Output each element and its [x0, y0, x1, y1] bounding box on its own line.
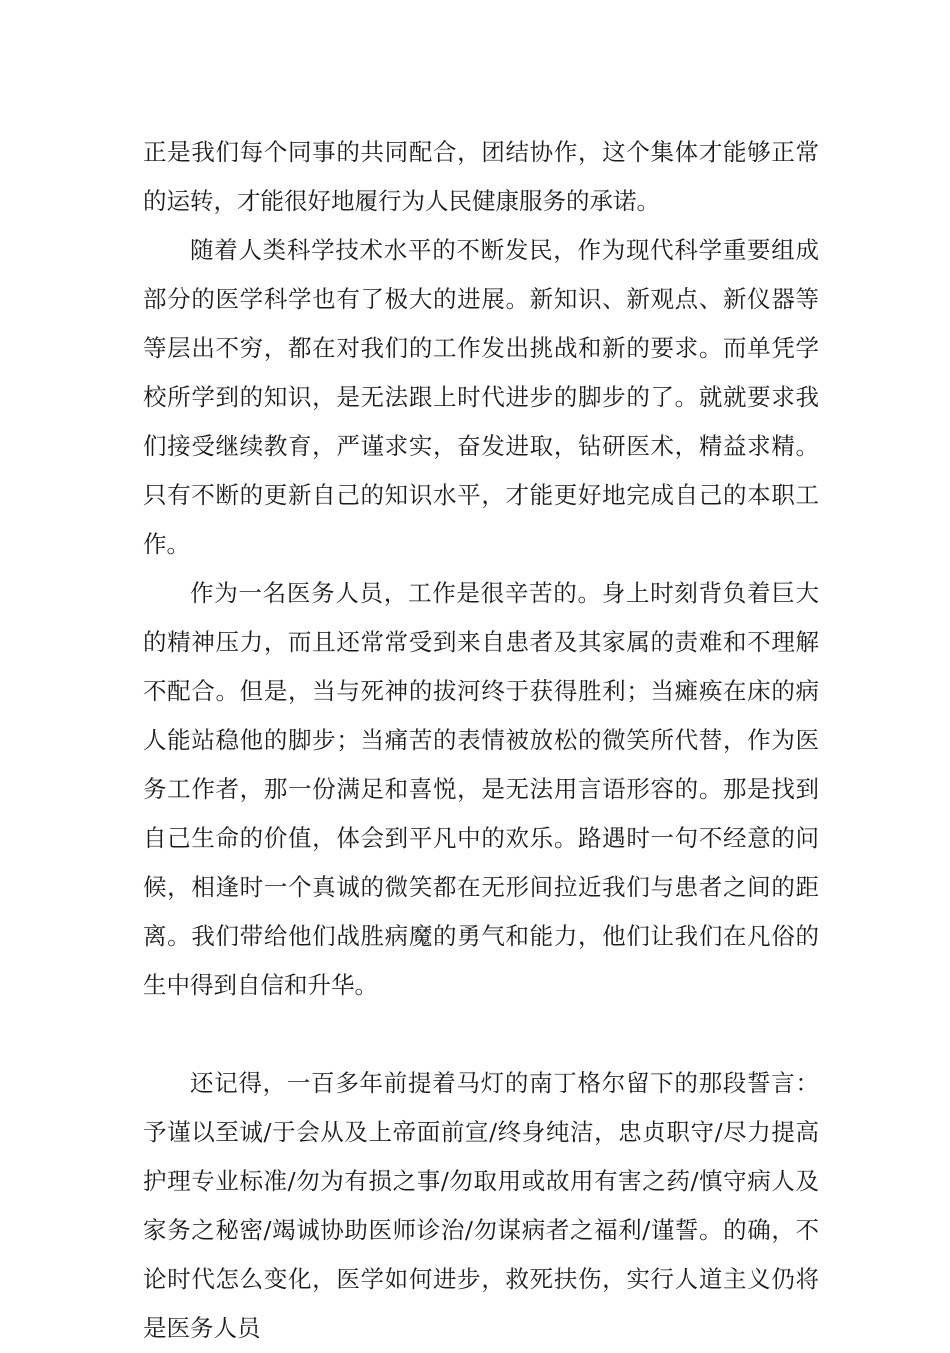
paragraph-2: 随着人类科学技术水平的不断发民，作为现代科学重要组成部分的医学科学也有了极大的进展。新知识、新观点、新仪器等等层出不穷，都在对我们的工作发出挑战和新的要求。而单凭学校所学到的知识，是无法跟上时代进步的脚步的了。就就要求我们接受继续教育，严谨求实，奋发进取，钻研医术，精益求精。只有不断的更新自己的知识水平，才能更好地完成自己的本职工作。 — [143, 236, 819, 558]
paragraph-4: 还记得，一百多年前提着马灯的南丁格尔留下的那段誓言：予谨以至诚/于会从及上帝面前宣/终身纯洁，忠贞职守/尽力提高护理专业标准/勿为有损之事/勿取用或故用有害之药/慎守病人及家务之秘密/竭诚协助医师诊治/勿谋病者之福利/谨誓。的确，不论时代怎么变化，医学如何进步，救死扶伤，实行人道主义仍将是医务人员 — [143, 1069, 819, 1342]
paragraph-spacer — [143, 1010, 819, 1059]
paragraph-1: 正是我们每个同事的共同配合，团结协作，这个集体才能够正常的运转，才能很好地履行为人民健康服务的承诺。 — [143, 138, 819, 215]
document-body — [143, 128, 819, 1353]
paragraph-3: 作为一名医务人员，工作是很辛苦的。身上时刻背负着巨大的精神压力，而且还常常受到来自患者及其家属的责难和不理解不配合。但是，当与死神的拔河终于获得胜利；当瘫痪在床的病人能站稳他的脚步；当痛苦的表情被放松的微笑所代替，作为医务工作者，那一份满足和喜悦，是无法用言语形容的。那是找到自己生命的价值，体会到平凡中的欢乐。路遇时一句不经意的问候，相逢时一个真诚的微笑都在无形间拉近我们与患者之间的距离。我们带给他们战胜病魔的勇气和能力，他们让我们在凡俗的生中得到自信和升华。 — [143, 579, 819, 999]
